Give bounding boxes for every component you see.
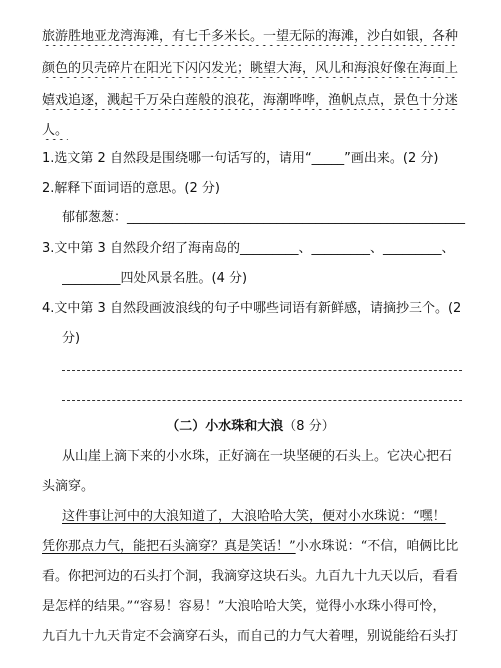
wavy-underlined-sentence: 颜色的贝壳碎片在阳光下闪闪发光；眺望大海，风儿和海浪好像在海面上	[42, 61, 459, 76]
passage-line	[42, 122, 472, 140]
wavy-underlined-sentence: 人。	[42, 123, 69, 138]
question-3-continued: _________四处风景名胜。(4 分)	[62, 271, 248, 286]
paragraph-line	[62, 508, 472, 526]
section-title-text: （二）小水珠和大浪	[166, 419, 284, 434]
passage-line	[42, 28, 472, 46]
wavy-underlined-sentence: 嬉戏追逐，溅起千万朵白莲般的浪花，海潮哗哗，渔帆点点，景色十分迷	[42, 93, 459, 108]
section-title	[0, 418, 501, 436]
answer-line	[62, 370, 462, 371]
question-3: 3.文中第 3 自然段介绍了海南岛的_________、_________、_________、	[42, 241, 455, 256]
question-4: 4.文中第 3 自然段画波浪线的句子中哪些词语有新鲜感，请摘抄三个。(2	[42, 301, 462, 316]
paragraph-line: 是怎样的结果。”“容易！容易！”大浪哈哈大笑，觉得小水珠小得可怜，	[42, 599, 446, 614]
paragraph-line	[42, 538, 472, 556]
paragraph-line: 头滴穿。	[42, 479, 95, 494]
paragraph-text: 小水珠说：“不信，咱俩比比	[295, 539, 459, 554]
underlined-sentence: 凭你那点力气，能把石头滴穿？真是笑话！”	[42, 539, 296, 554]
question-2: 2.解释下面词语的意思。(2 分)	[42, 181, 220, 196]
question-4-continued: 分)	[62, 331, 81, 346]
passage-line	[42, 92, 472, 110]
question-1: 1.选文第 2 自然段是围绕哪一句话写的，请用“_____”画出来。(2 分)	[42, 151, 439, 166]
passage-line	[42, 60, 472, 78]
paragraph-line: 从山崖上滴下来的小水珠，正好滴在一块坚硬的石头上。它决心把石	[62, 449, 453, 464]
question-2-term-answer-line: 郁郁葱葱：____________________________________________________	[62, 210, 466, 225]
underlined-sentence: 这件事让河中的大浪知道了，大浪哈哈大笑，便对小水珠说：“嘿！	[62, 509, 446, 524]
wavy-underlined-sentence: 旅游胜地亚龙湾海滩，有七千多米长。一望无际的海滩，沙白如银，各种	[42, 29, 459, 44]
paragraph-line: 看。你把河边的石头打个洞，我滴穿这块石头。九百九十九天以后，看看	[42, 569, 459, 584]
section-score: （8 分）	[283, 419, 335, 434]
answer-line	[62, 400, 462, 401]
paragraph-line: 九百九十九天肯定不会滴穿石头，而自己的力气大着哩，别说能给石头打	[42, 629, 459, 644]
